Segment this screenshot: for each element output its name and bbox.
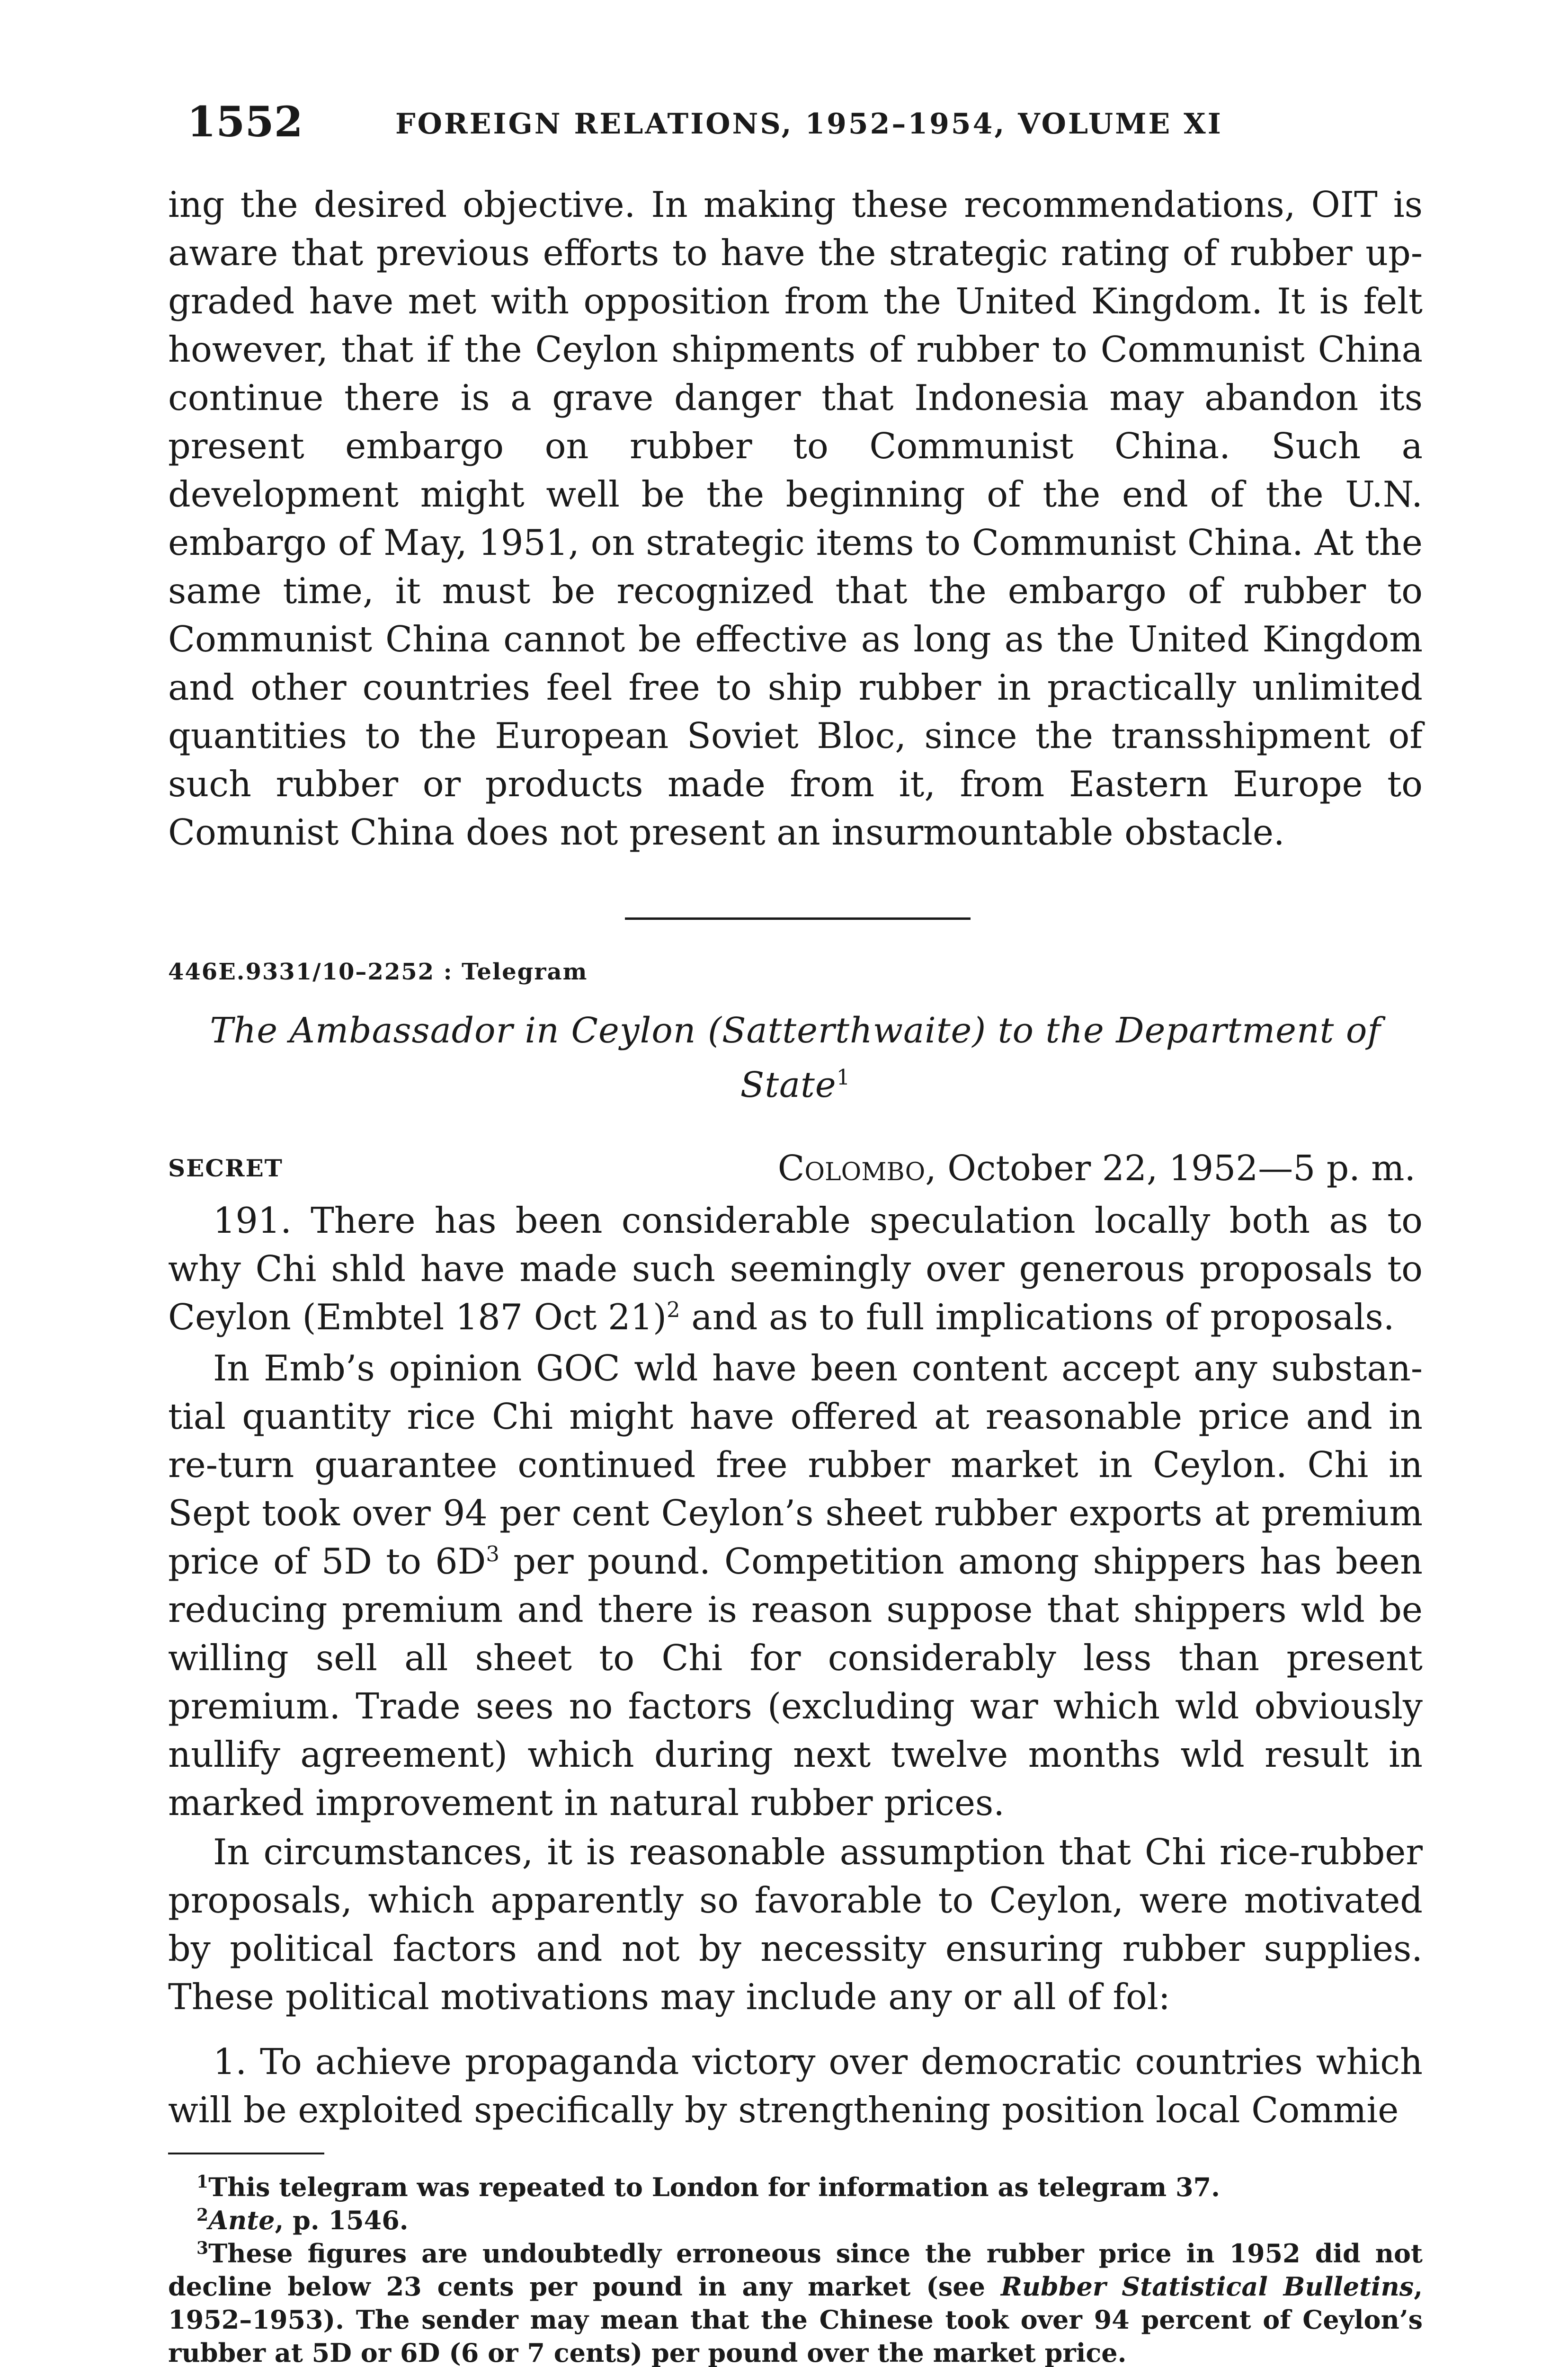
paragraph-191-part-b: and as to full implications of proposals. (680, 1297, 1395, 1338)
footnote-ref-2: 2 (667, 1297, 680, 1322)
list-item-1 (168, 2038, 1423, 2135)
continuation-text: ing the desired objective. In making these recommendations, OIT is aware that previous efforts to have the strategic rating of rubber up-graded have met with opposition from the United Kingdom. It is felt however, that if the Ceylon shipments of rubber to Communist China continue there is a grave danger that Indonesia may abandon its present embargo on rubber to Communist China. Such a development might well be the beginning of the end of the U.N. embargo of May, 1951, on strategic items to Communist China. At the same time, it must be recognized that the embargo of rubber to Communist China cannot be effective as long as the United Kingdom and other countries feel free to ship rubber in practically unlimited quantities to the European Soviet Bloc, since the transshipment of such rubber or products made from it, from Eastern Europe to Comunist China does not present an insurmountable obstacle. (168, 184, 1423, 853)
footnote-1-mark: 1 (196, 2172, 209, 2192)
footnote-1 (168, 2171, 1423, 2204)
dateline-place: Colombo (777, 1148, 926, 1189)
paragraph-emb-part-a: In Emb’s opinion GOC wld have been content accept any substan-tial quantity rice Chi might have offered at reasonable price and in re-turn guarantee continued free rubber market in Ceylon. Chi in Sept took over 94 per cent Ceylon’s sheet rubber exports at premium price of 5D to 6D (168, 1348, 1423, 1582)
footnote-2-text: , p. 1546. (275, 2205, 409, 2235)
footnote-2 (168, 2204, 1423, 2237)
footnote-ref-3: 3 (486, 1541, 500, 1566)
page-number: 1552 (187, 97, 303, 146)
paragraph-circumstances (168, 1828, 1423, 2021)
file-reference: 446E.9331/10–2252 : Telegram (168, 959, 588, 985)
list-item-1-text: 1. To achieve propaganda victory over democratic countries which will be exploited specifically by strengthening position local Commie (168, 2041, 1423, 2131)
paragraph-emb-text (168, 1344, 1423, 1827)
dateline (778, 1148, 1416, 1189)
footnotes (168, 2171, 1423, 2367)
document-title (168, 1004, 1423, 1112)
footnote-3-text-a: These figures are undoubtedly erroneous since the rubber price in 1952 did not decline below 23 cents per pound in any market (see (168, 2238, 1423, 2302)
footnote-2-italic: Ante (208, 2205, 275, 2235)
footnote-3-mark: 3 (196, 2238, 209, 2258)
footnote-3-italic: Rubber Statistical Bulletins (1000, 2271, 1414, 2302)
paragraph-191-text (168, 1197, 1423, 1342)
running-title: FOREIGN RELATIONS, 1952–1954, VOLUME XI (395, 107, 1223, 141)
footnote-3-text-b: , 1952–1953). The sender may mean that the Chinese took over 94 percent of Ceylon’s rubber at 5D or 6D (6 or 7 cents) per pound over the market price. (168, 2271, 1423, 2367)
paragraph-emb-opinion (168, 1344, 1423, 1827)
section-divider (625, 917, 971, 920)
footnote-ref-1: 1 (836, 1065, 851, 1090)
paragraph-191-part-a: 191. There has been considerable speculation locally both as to why Chi shld have made such seemingly over generous proposals to Ceylon (Embtel 187 Oct 21) (168, 1200, 1423, 1338)
footnote-rule (168, 2153, 324, 2154)
document-title-text: The Ambassador in Ceylon (Satterthwaite) to the Department of State (210, 1010, 1381, 1105)
footnote-1-text: This telegram was repeated to London for information as telegram 37. (208, 2172, 1220, 2202)
page-header (187, 97, 1408, 149)
paragraph-circumstances-text: In circumstances, it is reasonable assumption that Chi rice-rubber proposals, which apparently so favorable to Ceylon, were motivated by political factors and not by necessity ensuring rubber supplies. These political motivations may include any or all of fol: (168, 1832, 1423, 2018)
paragraph-emb-part-b: per pound. Competition among shippers has been reducing premium and there is reason suppose that shippers wld be willing sell all sheet to Chi for considerably less than present premium. Trade sees no factors (excluding war which wld obviously nullify agreement) which during next twelve months wld result in marked improvement in natural rubber prices. (168, 1541, 1423, 1824)
footnote-3 (168, 2237, 1423, 2367)
continuation-paragraph (168, 181, 1423, 857)
paragraph-191 (168, 1197, 1423, 1342)
footnote-2-mark: 2 (196, 2205, 209, 2225)
classification-label: SECRET (168, 1154, 283, 1182)
dateline-date: , October 22, 1952—5 p. m. (925, 1148, 1416, 1189)
